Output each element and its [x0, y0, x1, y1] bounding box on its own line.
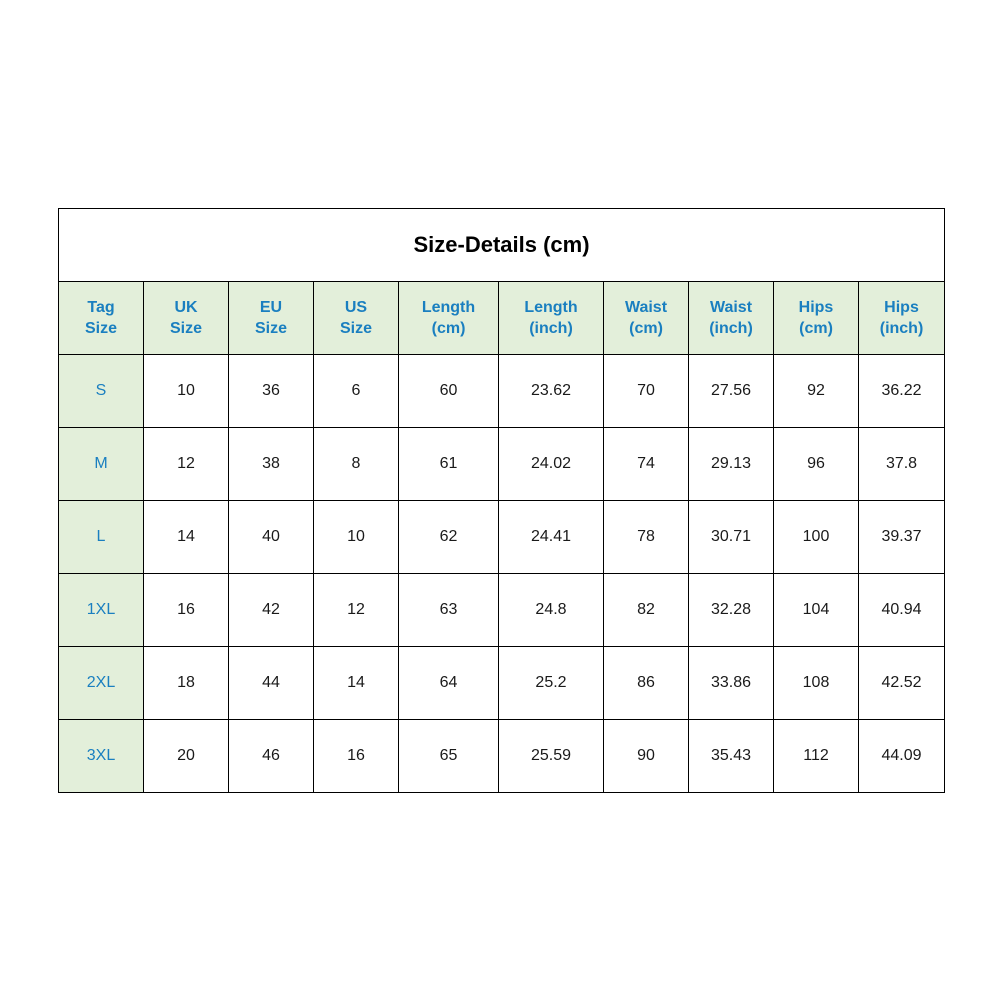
table-cell-us-size: 8 — [314, 428, 399, 501]
table-cell-length-inch: 25.59 — [499, 720, 604, 793]
table-row — [59, 574, 945, 647]
column-header-line: Size — [339, 320, 372, 337]
table-cell-length-inch: 25.2 — [499, 647, 604, 720]
column-header-line: (inch) — [529, 320, 573, 337]
header-row — [59, 282, 945, 355]
table-title: Size-Details (cm) — [59, 209, 945, 282]
table-cell-hips-cm: 108 — [774, 647, 859, 720]
column-header-line: Hips — [884, 299, 919, 316]
table-cell-uk-size: 16 — [144, 574, 229, 647]
table-row — [59, 501, 945, 574]
table-cell-uk-size: 14 — [144, 501, 229, 574]
table-cell-length-cm: 64 — [399, 647, 499, 720]
column-header-line: Size — [169, 320, 202, 337]
table-cell-length-cm: 61 — [399, 428, 499, 501]
table-cell-us-size: 12 — [314, 574, 399, 647]
table-cell-hips-cm: 92 — [774, 355, 859, 428]
table-cell-waist-inch: 32.28 — [689, 574, 774, 647]
table-cell-us-size: 16 — [314, 720, 399, 793]
table-cell-hips-inch: 44.09 — [859, 720, 945, 793]
column-header-line: Waist — [624, 299, 668, 316]
table-cell-length-cm: 60 — [399, 355, 499, 428]
table-cell-eu-size: 44 — [229, 647, 314, 720]
column-header-line: (cm) — [431, 320, 466, 337]
table-cell-waist-cm: 90 — [604, 720, 689, 793]
table-cell-hips-cm: 112 — [774, 720, 859, 793]
table-cell-length-cm: 65 — [399, 720, 499, 793]
table-cell-hips-inch: 37.8 — [859, 428, 945, 501]
table-cell-waist-cm: 82 — [604, 574, 689, 647]
table-row — [59, 647, 945, 720]
table-cell-waist-inch: 33.86 — [689, 647, 774, 720]
column-header-uk-size — [144, 282, 229, 355]
column-header-line: (cm) — [629, 320, 663, 337]
column-header-line: (inch) — [879, 320, 924, 337]
table-cell-hips-inch: 42.52 — [859, 647, 945, 720]
table-cell-us-size: 6 — [314, 355, 399, 428]
table-cell-us-size: 10 — [314, 501, 399, 574]
table-row — [59, 720, 945, 793]
size-details-table — [58, 208, 945, 793]
table-cell-waist-cm: 78 — [604, 501, 689, 574]
tag-size-cell: 1XL — [59, 574, 144, 647]
column-header-waist-inch — [689, 282, 774, 355]
column-header-line: Hips — [798, 299, 834, 316]
table-cell-waist-cm: 74 — [604, 428, 689, 501]
table-cell-length-cm: 63 — [399, 574, 499, 647]
column-header-waist-cm — [604, 282, 689, 355]
column-header-line: (inch) — [709, 320, 753, 337]
column-header-length-inch — [499, 282, 604, 355]
table-cell-uk-size: 12 — [144, 428, 229, 501]
column-header-line: (cm) — [799, 320, 833, 337]
table-cell-waist-inch: 29.13 — [689, 428, 774, 501]
table-cell-uk-size: 18 — [144, 647, 229, 720]
table-row — [59, 355, 945, 428]
title-row — [59, 209, 945, 282]
table-cell-eu-size: 42 — [229, 574, 314, 647]
column-header-eu-size — [229, 282, 314, 355]
table-cell-length-inch: 24.41 — [499, 501, 604, 574]
table-cell-uk-size: 10 — [144, 355, 229, 428]
column-header-line: Length — [421, 299, 476, 316]
table-cell-eu-size: 46 — [229, 720, 314, 793]
column-header-line: Length — [524, 299, 578, 316]
table-cell-length-inch: 24.02 — [499, 428, 604, 501]
table-cell-uk-size: 20 — [144, 720, 229, 793]
table-cell-waist-cm: 86 — [604, 647, 689, 720]
table-cell-waist-inch: 35.43 — [689, 720, 774, 793]
table-cell-eu-size: 40 — [229, 501, 314, 574]
table-body — [59, 355, 945, 793]
column-header-line: UK — [174, 299, 198, 316]
tag-size-cell: S — [59, 355, 144, 428]
table-cell-length-inch: 24.8 — [499, 574, 604, 647]
column-header-line: Size — [84, 320, 117, 337]
column-header-line: EU — [259, 299, 283, 316]
table-cell-waist-cm: 70 — [604, 355, 689, 428]
table-cell-hips-inch: 36.22 — [859, 355, 945, 428]
column-header-line: Waist — [709, 299, 753, 316]
table-cell-waist-inch: 30.71 — [689, 501, 774, 574]
table-cell-hips-cm: 96 — [774, 428, 859, 501]
column-header-tag-size — [59, 282, 144, 355]
table-cell-hips-cm: 104 — [774, 574, 859, 647]
table-cell-length-cm: 62 — [399, 501, 499, 574]
column-header-hips-cm — [774, 282, 859, 355]
table-cell-length-inch: 23.62 — [499, 355, 604, 428]
column-header-line: US — [344, 299, 368, 316]
tag-size-cell: 3XL — [59, 720, 144, 793]
tag-size-cell: M — [59, 428, 144, 501]
table-row — [59, 428, 945, 501]
column-header-line: Size — [254, 320, 287, 337]
table-cell-eu-size: 38 — [229, 428, 314, 501]
column-header-us-size — [314, 282, 399, 355]
table-cell-hips-inch: 40.94 — [859, 574, 945, 647]
tag-size-cell: 2XL — [59, 647, 144, 720]
table-cell-eu-size: 36 — [229, 355, 314, 428]
table-cell-hips-inch: 39.37 — [859, 501, 945, 574]
column-header-line: Tag — [87, 299, 115, 316]
table-cell-waist-inch: 27.56 — [689, 355, 774, 428]
tag-size-cell: L — [59, 501, 144, 574]
table-cell-hips-cm: 100 — [774, 501, 859, 574]
column-header-hips-inch — [859, 282, 945, 355]
column-header-length-cm — [399, 282, 499, 355]
table-cell-us-size: 14 — [314, 647, 399, 720]
